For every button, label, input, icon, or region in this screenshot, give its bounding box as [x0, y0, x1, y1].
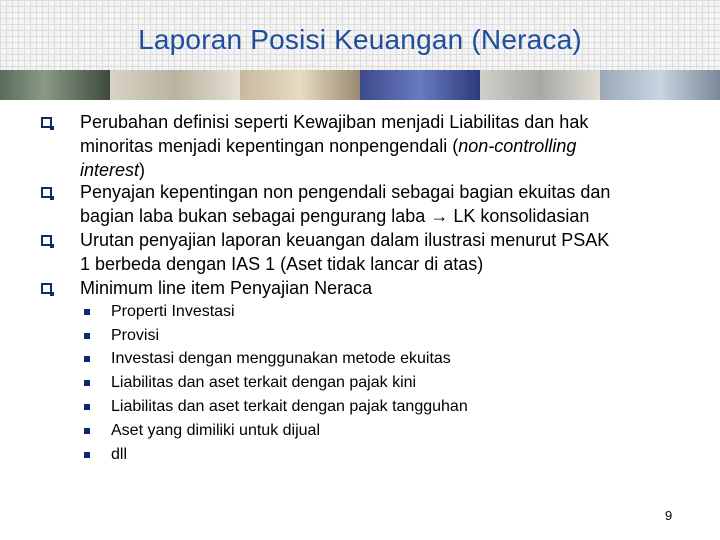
square-bullet-icon: [41, 187, 52, 198]
sub-bullet-text: Aset yang dimiliki untuk dijual: [111, 422, 320, 439]
square-bullet-icon: [41, 235, 52, 246]
small-square-bullet-icon: [84, 380, 90, 386]
small-square-bullet-icon: [84, 356, 90, 362]
sub-bullet-item: [0, 325, 720, 349]
sub-bullet-item: [0, 372, 720, 396]
small-square-bullet-icon: [84, 452, 90, 458]
sub-bullet-text: Investasi dengan menggunakan metode ekuitas: [111, 350, 451, 367]
sub-bullet-item: [0, 396, 720, 420]
bullet-text: Urutan penyajian laporan keuangan dalam ilustrasi menurut PSAK 1 berbeda dengan IAS 1 (Aset tidak lancar di atas): [80, 230, 610, 274]
sub-bullet-text: dll: [111, 446, 128, 463]
bullet-text: Perubahan definisi seperti Kewajiban menjadi Liabilitas dan hak minoritas menjadi kepentingan nonpengendali (non-controlling interest): [80, 112, 589, 180]
slide-title: Laporan Posisi Keuangan (Neraca): [138, 24, 582, 55]
sub-bullet-text: Liabilitas dan aset terkait dengan pajak kini: [111, 374, 417, 391]
sub-bullet-item: [0, 301, 720, 325]
square-bullet-icon: [41, 117, 52, 128]
bullet-text: Minimum line item Penyajian Neraca: [80, 278, 373, 298]
small-square-bullet-icon: [84, 404, 90, 410]
bullet-text: Penyajan kepentingan non pengendali sebagai bagian ekuitas dan bagian laba bukan sebagai pengurang laba → LK konsolidasian: [80, 182, 611, 226]
small-square-bullet-icon: [84, 333, 90, 339]
small-square-bullet-icon: [84, 309, 90, 315]
sub-bullet-text: Liabilitas dan aset terkait dengan pajak tangguhan: [111, 398, 468, 415]
sub-bullet-text: Provisi: [111, 327, 160, 344]
arrow-right-icon: →: [430, 206, 449, 226]
square-bullet-icon: [41, 283, 52, 294]
sub-bullet-item: [0, 444, 720, 468]
small-square-bullet-icon: [84, 428, 90, 434]
page-number: 9: [665, 508, 673, 523]
sub-bullet-item: [0, 420, 720, 444]
sub-bullet-text: Properti Investasi: [111, 303, 235, 320]
sub-bullet-item: [0, 348, 720, 372]
